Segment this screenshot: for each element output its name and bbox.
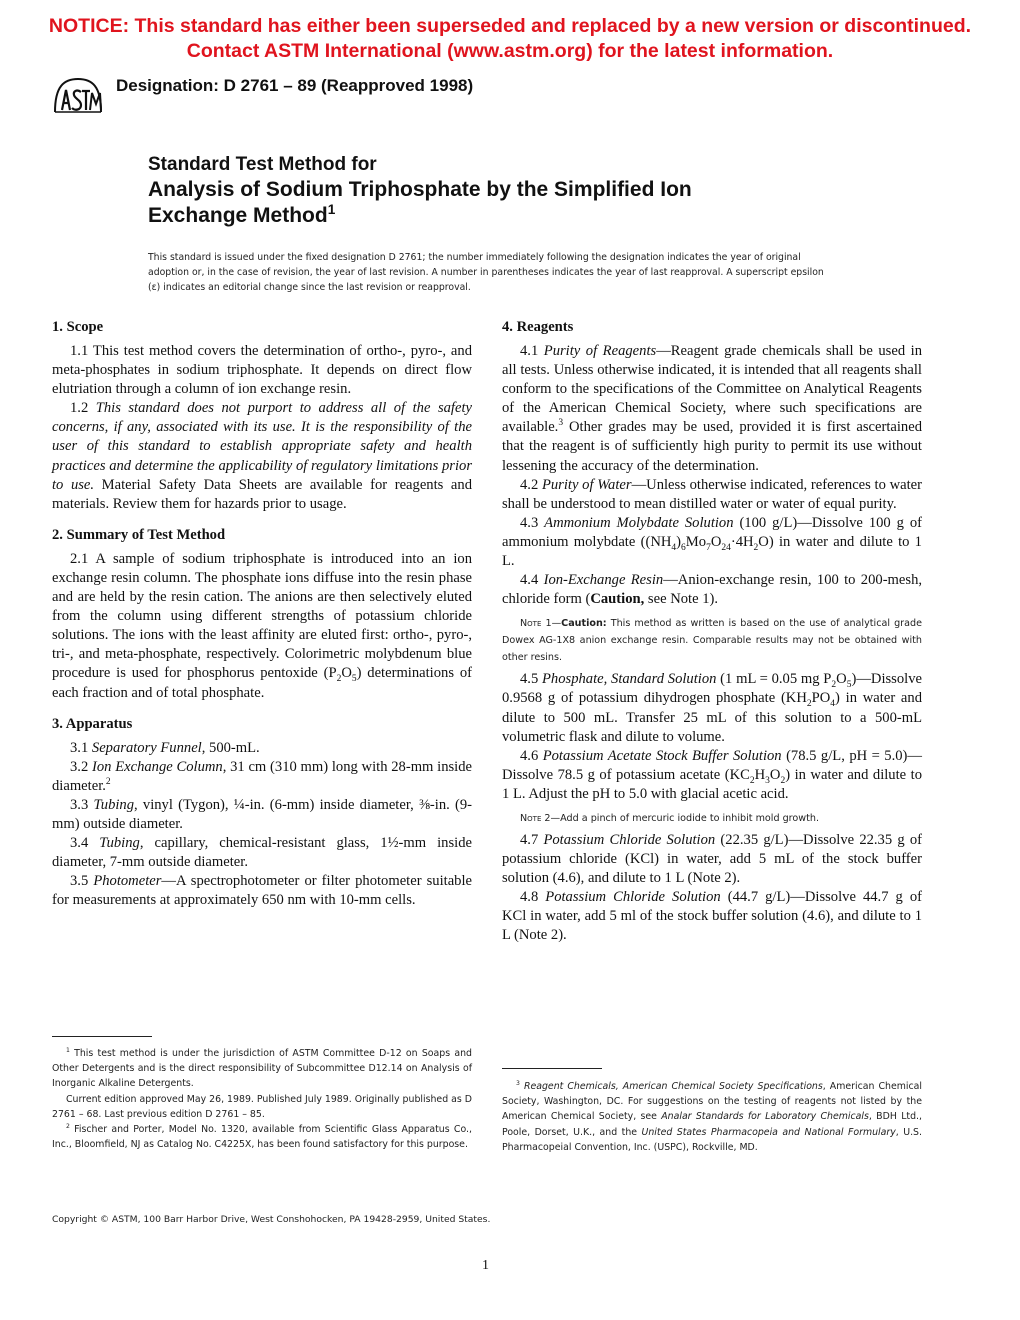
footnote-3-mark: 3 xyxy=(516,1079,520,1087)
para-4-3-sub2: 6 xyxy=(681,542,686,553)
para-4-1-term: Purity of Reagents xyxy=(543,343,657,359)
para-3-2-term: Ion Exchange Column xyxy=(92,758,223,775)
para-4-5-e: ) in water and dilute to 500 mL. Transfer 25 mL of this solution to a 500-mL volumetric flask and dilute to volume. xyxy=(502,690,923,745)
footnote-divider-left xyxy=(52,1036,152,1037)
para-3-1-num: 3.1 xyxy=(70,739,92,756)
para-4-4-a: —Anion-exchange resin, 100 to 200-mesh, chloride form ( xyxy=(502,572,923,608)
para-3-3-rest: , vinyl (Tygon), ¼-in. (6-mm) inside diameter, ⅜-in. (9-mm) outside diameter. xyxy=(52,796,473,832)
para-4-4 xyxy=(502,571,922,609)
para-4-6-sub1: 2 xyxy=(749,775,755,786)
footnote-2-text: Fischer and Porter, Model No. 1320, available from Scientific Glass Apparatus Co., Inc., Bloomfield, NJ as Catalog No. C4225X, has been found satisfactory for this purpose. xyxy=(52,1124,472,1151)
para-2-1-c: ) determinations of each fraction and of total phosphate. xyxy=(52,665,472,701)
right-column xyxy=(502,318,922,946)
para-4-5-num: 4.5 xyxy=(520,671,543,688)
para-4-3-d: O xyxy=(710,533,722,550)
para-2-1-sub2: 5 xyxy=(351,674,357,685)
footnote-2-mark: 2 xyxy=(66,1122,70,1130)
para-4-1-b: Other grades may be used, provided it is first ascertained that the reagent is of sufficiently high purity to permit its use without lessening the accuracy of the determination. xyxy=(502,419,922,474)
note-1 xyxy=(502,615,922,666)
para-2-1 xyxy=(52,550,472,703)
copyright-line: Copyright © ASTM, 100 Barr Harbor Drive, West Conshohocken, PA 19428-2959, United States. xyxy=(52,1214,491,1225)
para-4-4-term: Ion-Exchange Resin xyxy=(543,572,664,589)
para-4-6-a: (78.5 g/L, pH = 5.0)—Dissolve 78.5 g of potassium acetate (KC xyxy=(502,747,923,783)
section-3-heading: 3. Apparatus xyxy=(52,715,133,732)
para-3-1-rest: , 500-mL. xyxy=(201,739,260,756)
para-4-1 xyxy=(502,342,922,476)
para-4-8-num: 4.8 xyxy=(520,889,546,906)
para-3-4-num: 3.4 xyxy=(70,835,100,852)
para-3-3-term: Tubing xyxy=(93,796,135,813)
para-4-3-term: Ammonium Molybdate Solution xyxy=(544,514,734,531)
footnote-1 xyxy=(52,1046,472,1092)
note-2 xyxy=(502,810,922,827)
page-number: 1 xyxy=(482,1258,489,1273)
para-3-3 xyxy=(52,796,472,834)
para-4-1-footnote-mark: 3 xyxy=(558,418,564,429)
para-4-7 xyxy=(502,831,922,888)
para-4-7-rest: (22.35 g/L)—Dissolve 22.35 g of potassium chloride (KCl) in water, add 5 mL of the stock buffer solution (4.6), and dilute to 1 L (Note 2). xyxy=(502,831,923,887)
para-1-2-num: 1.2 xyxy=(70,400,96,417)
para-4-1-a: —Reagent grade chemicals shall be used in all tests. Unless otherwise indicated, it is intended that all reagents shall conform to the specifications of the Committee on Analytical Reagents of the American Chemical Society, where such specifications are available. xyxy=(502,343,923,436)
section-4-heading: 4. Reagents xyxy=(502,319,574,335)
notice-line-1: NOTICE: This standard has either been superseded and replaced by a new version or discontinued. xyxy=(48,15,972,37)
para-3-4-term: Tubing xyxy=(99,835,140,852)
title-line-1: Standard Test Method for xyxy=(148,154,377,175)
astm-logo-icon xyxy=(52,76,104,120)
para-4-6-c: O xyxy=(769,766,781,783)
para-4-2-rest: —Unless otherwise indicated, references to water shall be understood to mean distilled water or water of equal purity. xyxy=(502,476,923,512)
para-3-2-footnote-mark: 2 xyxy=(105,776,111,787)
footnote-3-italic-3: United States Pharmacopeia and National Formulary xyxy=(641,1126,896,1138)
note-2-text: Add a pinch of mercuric iodide to inhibit mold growth. xyxy=(560,812,820,824)
para-4-6-term: Potassium Acetate Stock Buffer Solution xyxy=(542,747,782,764)
para-4-6-sub3: 2 xyxy=(780,775,786,786)
title-line-3 xyxy=(148,203,848,229)
para-4-6-num: 4.6 xyxy=(520,747,543,764)
para-4-3-num: 4.3 xyxy=(520,514,545,531)
para-3-5 xyxy=(52,872,472,910)
para-4-3-sub4: 24 xyxy=(721,542,731,553)
para-3-2-rest: , 31 cm (310 mm) long with 28-mm inside diameter. xyxy=(52,758,473,794)
para-3-1-term: Separatory Funnel xyxy=(91,739,202,756)
issue-statement: This standard is issued under the fixed designation D 2761; the number immediately following the designation indicates the year of original adoption or, in the case of revision, the year of last revision. A number in parentheses indicates the year of last reapproval. A superscript epsilon (ε) indicates an editorial change since the last revision or reapproval. xyxy=(148,252,824,293)
para-4-8-term: Potassium Chloride Solution xyxy=(545,889,721,906)
document-title xyxy=(148,153,848,229)
para-4-6-d: ) in water and dilute to 1 L. Adjust the pH to 5.0 with glacial acetic acid. xyxy=(502,766,922,802)
para-3-5-num: 3.5 xyxy=(70,873,94,890)
footnote-divider-right xyxy=(502,1068,602,1069)
para-4-5-a: (1 mL = 0.05 mg P xyxy=(716,671,832,688)
footnote-2 xyxy=(52,1122,472,1152)
note-1-text: This method as written is based on the use of analytical grade Dowex AG-1X8 anion exchange resin. Comparable results may not be obtained with other resins. xyxy=(502,618,922,664)
para-4-5 xyxy=(502,670,922,746)
para-4-5-sub4: 4 xyxy=(830,699,836,710)
para-4-6-b: H xyxy=(754,766,766,783)
footnote-1-edition: Current edition approved May 26, 1989. Published July 1989. Originally published as D 2761 – 68. Last previous edition D 2761 – 85. xyxy=(52,1093,472,1120)
footnote-3-c: , U.S. Pharmacopeial Convention, Inc. (USPC), Rockville, MD. xyxy=(502,1126,922,1153)
para-3-4-rest: , capillary, chemical-resistant glass, 1½-mm inside diameter, 7-mm outside diameter. xyxy=(52,835,472,871)
para-4-3-a: (100 g/L)—Dissolve 100 g of ammonium molybdate ((NH xyxy=(502,514,922,550)
note-2-label: Note 2— xyxy=(520,812,561,824)
para-4-8-rest: (44.7 g/L)—Dissolve 44.7 g of KCl in water, add 5 ml of the stock buffer solution (4.6), and dilute to 1 L (Note 2). xyxy=(502,889,923,944)
para-3-1 xyxy=(52,739,472,758)
para-4-3-b: ) xyxy=(676,533,682,550)
para-4-4-caution: Caution, xyxy=(590,591,645,608)
para-3-3-num: 3.3 xyxy=(70,796,94,813)
para-4-3-f: O) in water and dilute to 1 L. xyxy=(502,533,922,570)
section-2-heading: 2. Summary of Test Method xyxy=(52,526,226,543)
para-2-1-a: 2.1 A sample of sodium triphosphate is introduced into an ion exchange resin column. The phosphate ions diffuse into the resin phase and are held by the resin cation. The anions are then selectively eluted from the column using different strengths of potassium chloride solutions. The ions with the least affinity are eluted first: ortho-, pyro-, tri-, and meta-phosphate, respectively. Colorimetric molybdenum blue procedure is used for phosphorus pentoxide (P xyxy=(52,550,472,682)
para-2-1-b: O xyxy=(341,665,352,682)
para-4-6 xyxy=(502,747,922,804)
para-4-8 xyxy=(502,888,922,945)
para-4-5-d: PO xyxy=(811,690,831,707)
para-4-5-sub3: 2 xyxy=(806,699,812,710)
para-4-3-e: ·4H xyxy=(730,533,754,550)
title-footnote-mark: 1 xyxy=(327,202,336,217)
para-4-6-sub2: 3 xyxy=(765,775,770,786)
para-4-7-term: Potassium Chloride Solution xyxy=(543,831,716,848)
para-4-5-term: Phosphate, Standard Solution xyxy=(542,671,717,688)
para-4-5-b: O xyxy=(836,671,847,688)
para-4-3 xyxy=(502,514,922,571)
title-line-2: Analysis of Sodium Triphosphate by the Simplified Ion xyxy=(148,178,692,201)
designation: Designation: D 2761 – 89 (Reapproved 1998) xyxy=(116,76,474,95)
left-column xyxy=(52,318,472,910)
footnote-3 xyxy=(502,1079,922,1155)
para-4-1-num: 4.1 xyxy=(520,343,544,359)
para-4-4-b: see Note 1). xyxy=(644,591,719,608)
footnotes-right xyxy=(502,1079,922,1155)
para-4-2-term: Purity of Water xyxy=(541,476,632,493)
superseded-notice xyxy=(0,14,1020,64)
note-1-caution: Caution: xyxy=(561,618,607,630)
para-4-5-c: )—Dissolve 0.9568 g of potassium dihydrogen phosphate (KH xyxy=(502,671,922,707)
title-line-3-text: Exchange Method xyxy=(148,204,328,227)
note-1-label: Note 1— xyxy=(520,618,562,630)
para-3-2-num: 3.2 xyxy=(70,758,92,775)
para-3-5-term: Photometer xyxy=(93,873,162,890)
para-4-2 xyxy=(502,476,922,514)
para-4-4-num: 4.4 xyxy=(520,572,544,589)
footnote-3-b: , BDH Ltd., Poole, Dorset, U.K., and the xyxy=(502,1111,923,1138)
para-4-3-sub5: 2 xyxy=(753,542,759,553)
para-3-4 xyxy=(52,834,472,872)
para-1-2 xyxy=(52,399,472,514)
notice-line-2: Contact ASTM International (www.astm.org) for the latest information. xyxy=(186,40,834,62)
para-4-2-num: 4.2 xyxy=(520,476,542,493)
para-4-5-sub2: 5 xyxy=(846,680,852,691)
footnote-1-mark: 1 xyxy=(66,1046,70,1054)
footnote-3-italic-2: Analar Standards for Laboratory Chemicals xyxy=(661,1111,869,1123)
footnote-1-text: This test method is under the jurisdiction of ASTM Committee D-12 on Soaps and Other Detergents and is the direct responsibility of Subcommittee D12.14 on Analysis of Inorganic Alkaline Detergents. xyxy=(52,1048,472,1090)
para-3-2 xyxy=(52,758,472,796)
footnote-3-italic-1: Reagent Chemicals, American Chemical Society Specifications xyxy=(519,1081,823,1092)
para-4-7-num: 4.7 xyxy=(520,831,544,848)
para-1-2-rest: Material Safety Data Sheets are available for reagents and materials. Review them for hazards prior to usage. xyxy=(52,476,473,512)
para-4-5-sub1: 2 xyxy=(831,680,837,691)
para-4-3-sub1: 4 xyxy=(671,542,677,553)
para-4-3-c: Mo xyxy=(685,533,707,550)
para-3-5-rest: —A spectrophotometer or filter photometer suitable for measurements at approximately 650 nm with 10-mm cells. xyxy=(52,873,473,909)
para-1-2-italic: This standard does not purport to address all of the safety concerns, if any, associated with its use. It is the responsibility of the user of this standard to establish appropriate safety and health practices and determine the applicability of regulatory limitations prior to use. xyxy=(52,400,472,493)
para-4-3-sub3: 7 xyxy=(706,542,711,553)
footnote-3-a: , American Chemical Society, Washington, DC. For suggestions on the testing of reagents not listed by the American Chemical Society, see xyxy=(502,1081,922,1123)
para-1-1: 1.1 This test method covers the determination of ortho-, pyro-, and meta-phosphates in sodium triphosphate. It depends on direct flow elutriation through a column of ion exchange resin. xyxy=(52,343,472,398)
para-2-1-sub1: 2 xyxy=(336,674,342,685)
section-1-heading: 1. Scope xyxy=(52,319,104,335)
footnotes-left xyxy=(52,1046,472,1152)
